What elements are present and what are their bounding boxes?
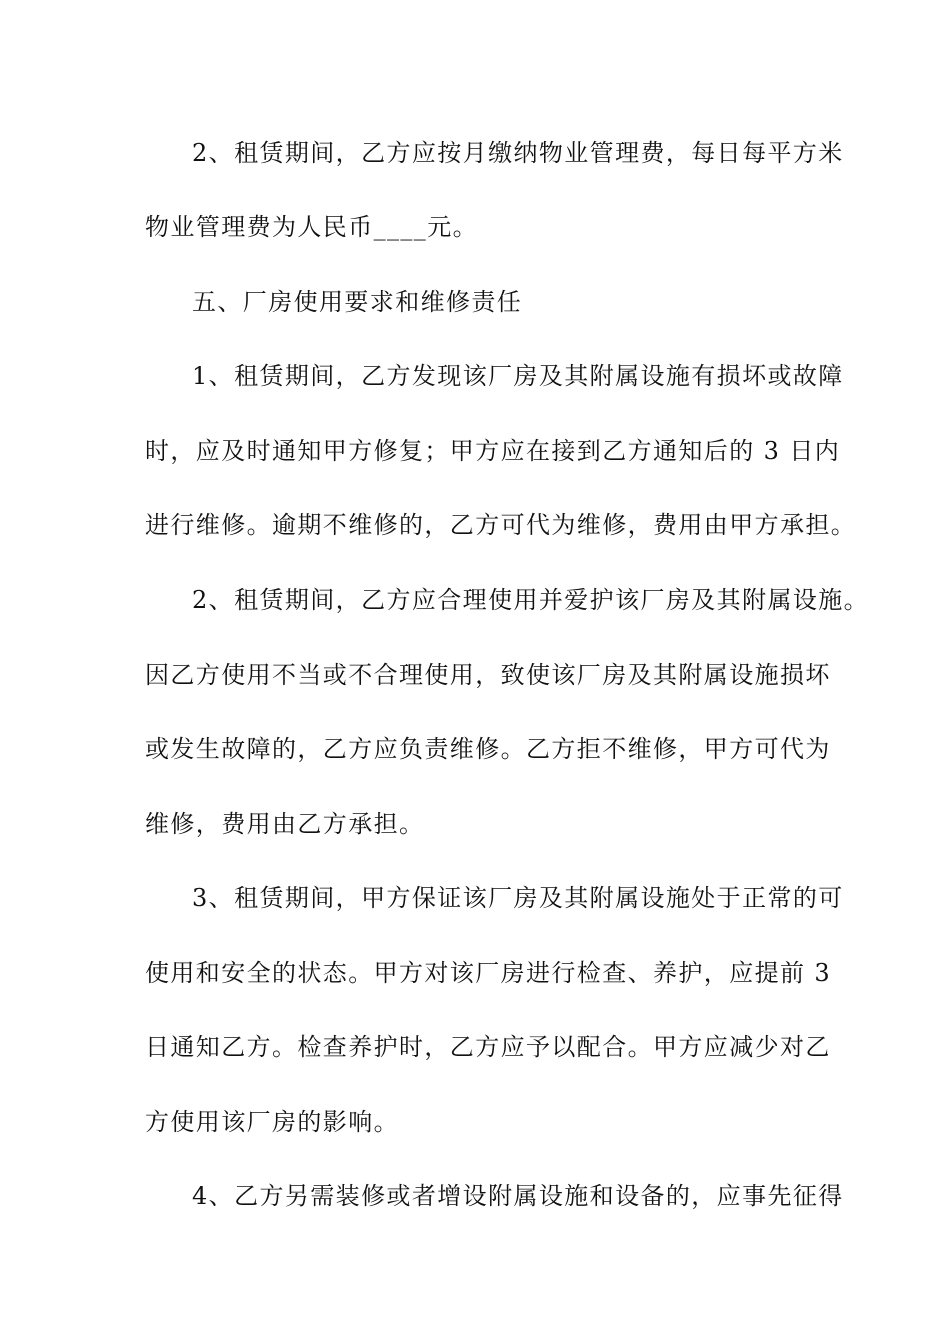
text-line: 时，应及时通知甲方修复；甲方应在接到乙方通知后的 3 日内 [145,437,841,465]
text-line: 维修，费用由乙方承担。 [145,810,425,838]
text-line: 方使用该厂房的影响。 [145,1108,399,1136]
text-line: 2、租赁期间，乙方应按月缴纳物业管理费，每日每平方米 [192,139,844,167]
text-line: 使用和安全的状态。甲方对该厂房进行检查、养护，应提前 3 [145,959,832,987]
text-line: 或发生故障的，乙方应负责维修。乙方拒不维修，甲方可代为 [145,735,831,763]
text-line: 1、租赁期间，乙方发现该厂房及其附属设施有损坏或故障 [192,362,844,390]
text-line: 4、乙方另需装修或者增设附属设施和设备的，应事先征得 [192,1182,844,1210]
text-line: 物业管理费为人民币____元。 [145,213,478,241]
section-heading: 五、厂房使用要求和维修责任 [192,288,523,316]
text-line: 3、租赁期间，甲方保证该厂房及其附属设施处于正常的可 [192,884,844,912]
text-line: 因乙方使用不当或不合理使用，致使该厂房及其附属设施损坏 [145,661,831,689]
text-line: 日通知乙方。检查养护时，乙方应予以配合。甲方应减少对乙 [145,1033,831,1061]
text-line: 2、租赁期间，乙方应合理使用并爱护该厂房及其附属设施。 [192,586,870,614]
text-line: 进行维修。逾期不维修的，乙方可代为维修，费用由甲方承担。 [145,511,857,539]
